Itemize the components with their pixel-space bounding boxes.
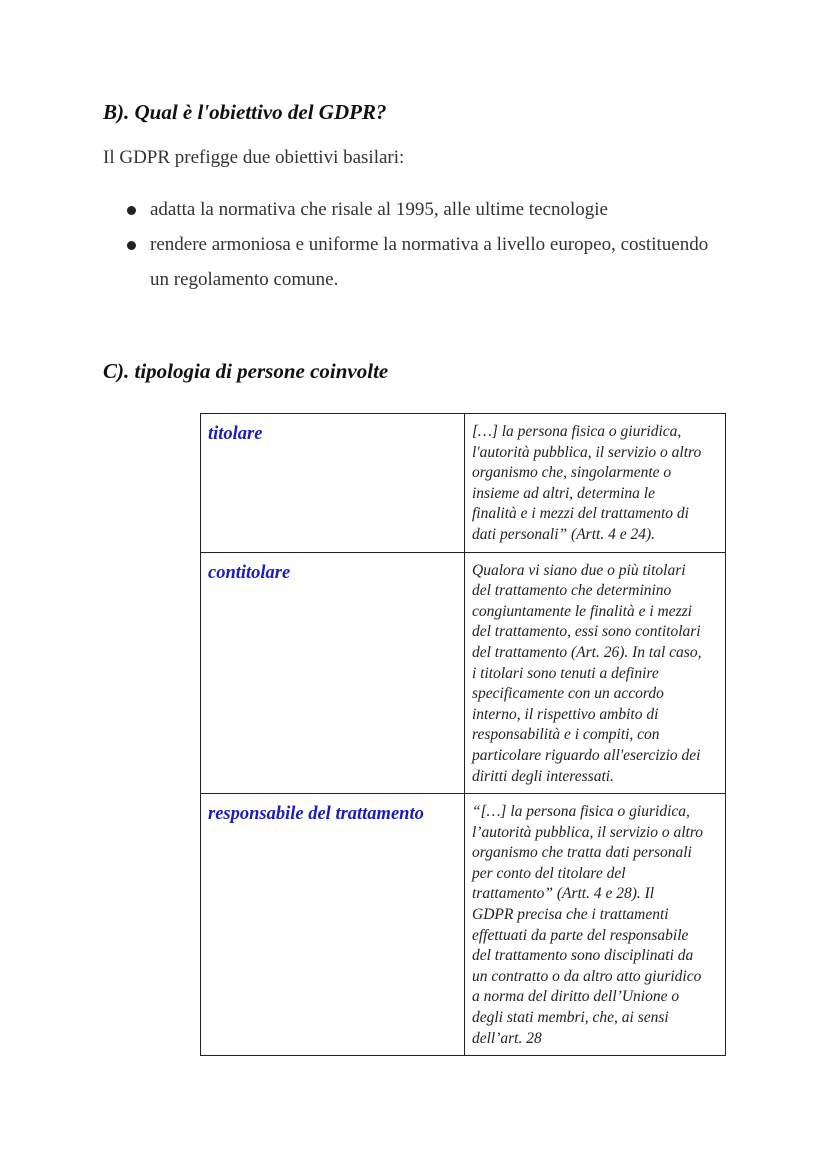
table-row [201, 552, 726, 794]
section-c-heading: C). tipologia di persone coinvolte [103, 359, 389, 383]
role-description: “[…] la persona fisica o giuridica, l’autorità pubblica, il servizio o altro organismo che tratta dati personali per conto del titolare del trattamento” (Artt. 4 e 28). Il GDPR precisa che i trattamenti effettuati da parte del responsabile del trattamento sono disciplinati da un contratto o da altro atto giuridico a norma del diritto dell’Unione o degli stati membri, che, ai sensi dell’art. 28 [465, 794, 726, 1056]
list-item-text: adatta la normativa che risale al 1995, alle ultime tecnologie [150, 199, 608, 220]
section-b-heading: B). Qual è l'obiettivo del GDPR? [103, 100, 387, 124]
objectives-list [127, 192, 727, 297]
list-item-text: rendere armoniosa e uniforme la normativa a livello europeo, costituendo un regolamento comune. [150, 234, 709, 290]
role-description: Qualora vi siano due o più titolari del trattamento che determinino congiuntamente le finalità e i mezzi del trattamento, essi sono contitolari del trattamento (Art. 26). In tal caso, i titolari sono tenuti a definire specificamente con un accordo interno, il rispettivo ambito di responsabilità e i compiti, con particolare riguardo all'esercizio dei diritti degli interessati. [465, 552, 726, 794]
list-item [127, 227, 727, 297]
bullet-icon [127, 241, 136, 250]
role-name: titolare [201, 414, 465, 553]
section-b-intro: Il GDPR prefigge due obiettivi basilari: [103, 147, 405, 168]
table-row [201, 794, 726, 1056]
role-name: contitolare [201, 552, 465, 794]
roles-table [200, 413, 726, 1056]
bullet-icon [127, 206, 136, 215]
table-row [201, 414, 726, 553]
role-name: responsabile del trattamento [201, 794, 465, 1056]
list-item [127, 192, 727, 227]
role-description: […] la persona fisica o giuridica, l'autorità pubblica, il servizio o altro organismo che, singolarmente o insieme ad altri, determina le finalità e i mezzi del trattamento di dati personali” (Artt. 4 e 24). [465, 414, 726, 553]
